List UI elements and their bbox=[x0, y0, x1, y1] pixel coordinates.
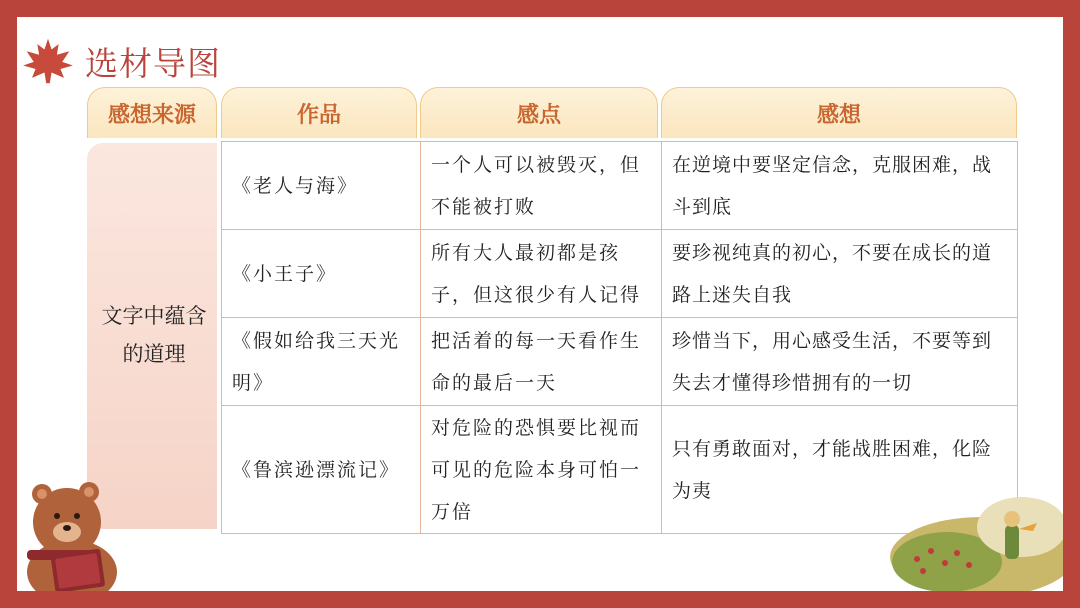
slide bbox=[17, 17, 1063, 591]
maple-leaf-icon bbox=[21, 37, 75, 85]
point-cell: 把活着的每一天看作生命的最后一天 bbox=[421, 318, 662, 406]
point-cell: 对危险的恐惧要比视而可见的危险本身可怕一万倍 bbox=[421, 406, 662, 534]
title-bar bbox=[21, 39, 221, 83]
work-cell: 《假如给我三天光明》 bbox=[222, 318, 421, 406]
table-row bbox=[222, 318, 1018, 406]
source-label: 文字中蕴含的道理 bbox=[101, 304, 207, 366]
header-work: 作品 bbox=[221, 87, 417, 138]
header-point: 感点 bbox=[420, 87, 658, 138]
header-source: 感想来源 bbox=[87, 87, 217, 138]
point-cell: 所有大人最初都是孩子，但这很少有人记得 bbox=[421, 230, 662, 318]
work-cell: 《鲁滨逊漂流记》 bbox=[222, 406, 421, 534]
table-row bbox=[222, 142, 1018, 230]
feeling-cell: 珍惜当下，用心感受生活，不要等到失去才懂得珍惜拥有的一切 bbox=[662, 318, 1018, 406]
page-title: 选材导图 bbox=[85, 43, 221, 83]
feeling-cell: 要珍视纯真的初心，不要在成长的道路上迷失自我 bbox=[662, 230, 1018, 318]
little-prince-scene-illustration bbox=[887, 467, 1063, 591]
work-cell: 《老人与海》 bbox=[222, 142, 421, 230]
bear-illustration bbox=[17, 472, 137, 591]
feeling-cell: 在逆境中要坚定信念，克服困难，战斗到底 bbox=[662, 142, 1018, 230]
feeling-cell: 只有勇敢面对，才能战胜困难，化险为夷 bbox=[662, 406, 1018, 534]
table-row bbox=[222, 230, 1018, 318]
work-cell: 《小王子》 bbox=[222, 230, 421, 318]
header-feeling: 感想 bbox=[661, 87, 1017, 138]
point-cell: 一个人可以被毁灭，但不能被打败 bbox=[421, 142, 662, 230]
